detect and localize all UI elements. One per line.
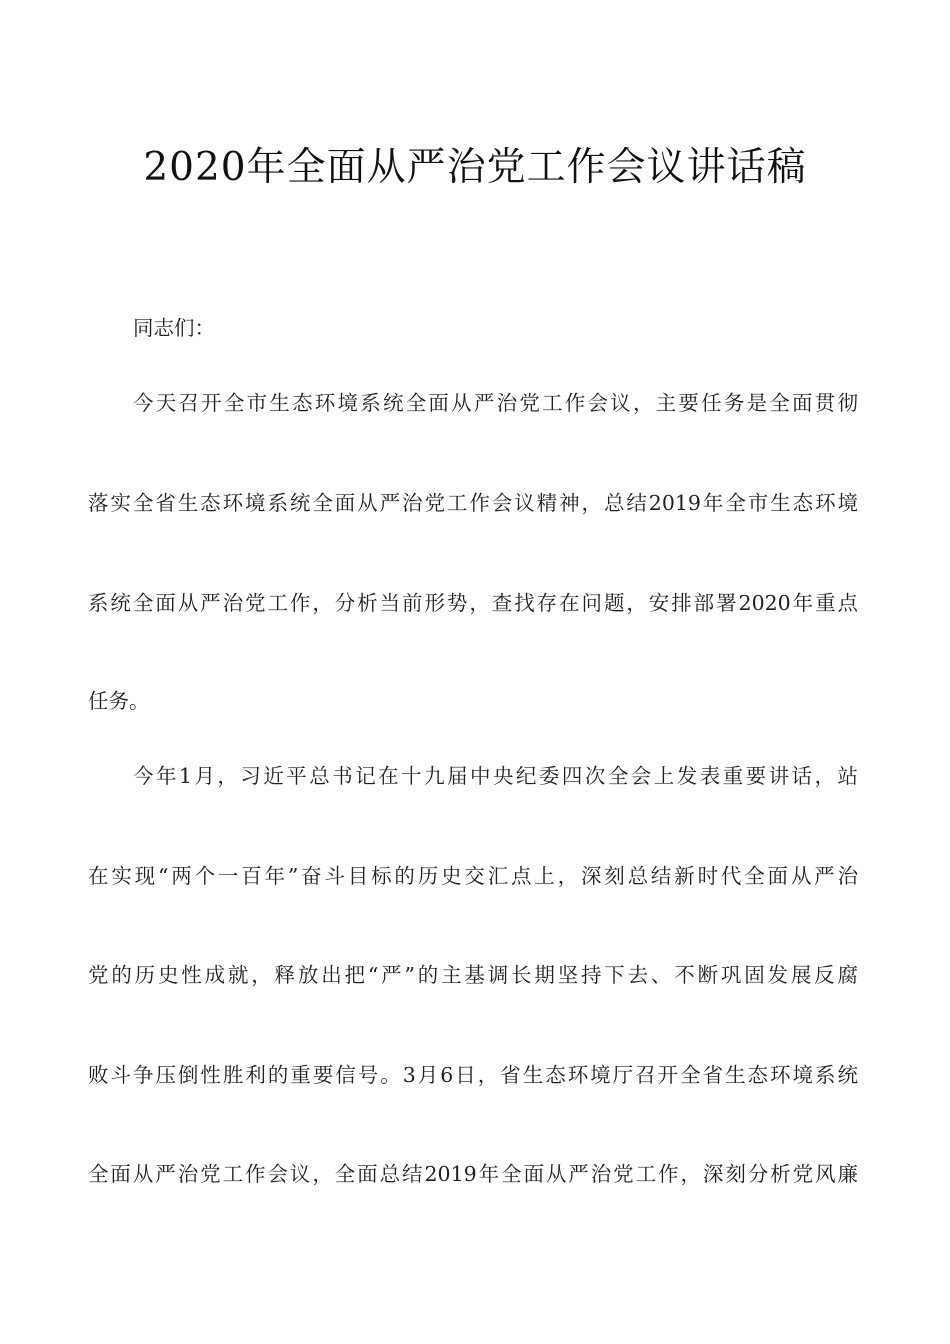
document-title: 2020年全面从严治党工作会议讲话稿: [143, 145, 807, 190]
paragraph-2-line-4: 败斗争压倒性胜利的重要信号。3月6日，省生态环境厅召开全省生态环境系统: [88, 1063, 858, 1087]
paragraph-1-line-2: 落实全省生态环境系统全面从严治党工作会议精神，总结2019年全市生态环境: [88, 491, 858, 515]
salutation: 同志们：: [133, 316, 215, 340]
paragraph-1-line-4: 任务。: [88, 689, 150, 713]
paragraph-1-line-1: 今天召开全市生态环境系统全面从严治党工作会议，主要任务是全面贯彻: [133, 391, 858, 415]
paragraph-1-line-3: 系统全面从严治党工作，分析当前形势，查找存在问题，安排部署2020年重点: [88, 591, 858, 615]
paragraph-2-line-5: 全面从严治党工作会议，全面总结2019年全面从严治党工作，深刻分析党风廉: [88, 1162, 858, 1186]
paragraph-2-line-2: 在实现“两个一百年”奋斗目标的历史交汇点上，深刻总结新时代全面从严治: [88, 864, 858, 888]
paragraph-2-line-3: 党的历史性成就，释放出把“严”的主基调长期坚持下去、不断巩固发展反腐: [88, 963, 858, 987]
paragraph-2-line-1: 今年1月，习近平总书记在十九届中央纪委四次全会上发表重要讲话，站: [133, 764, 858, 788]
